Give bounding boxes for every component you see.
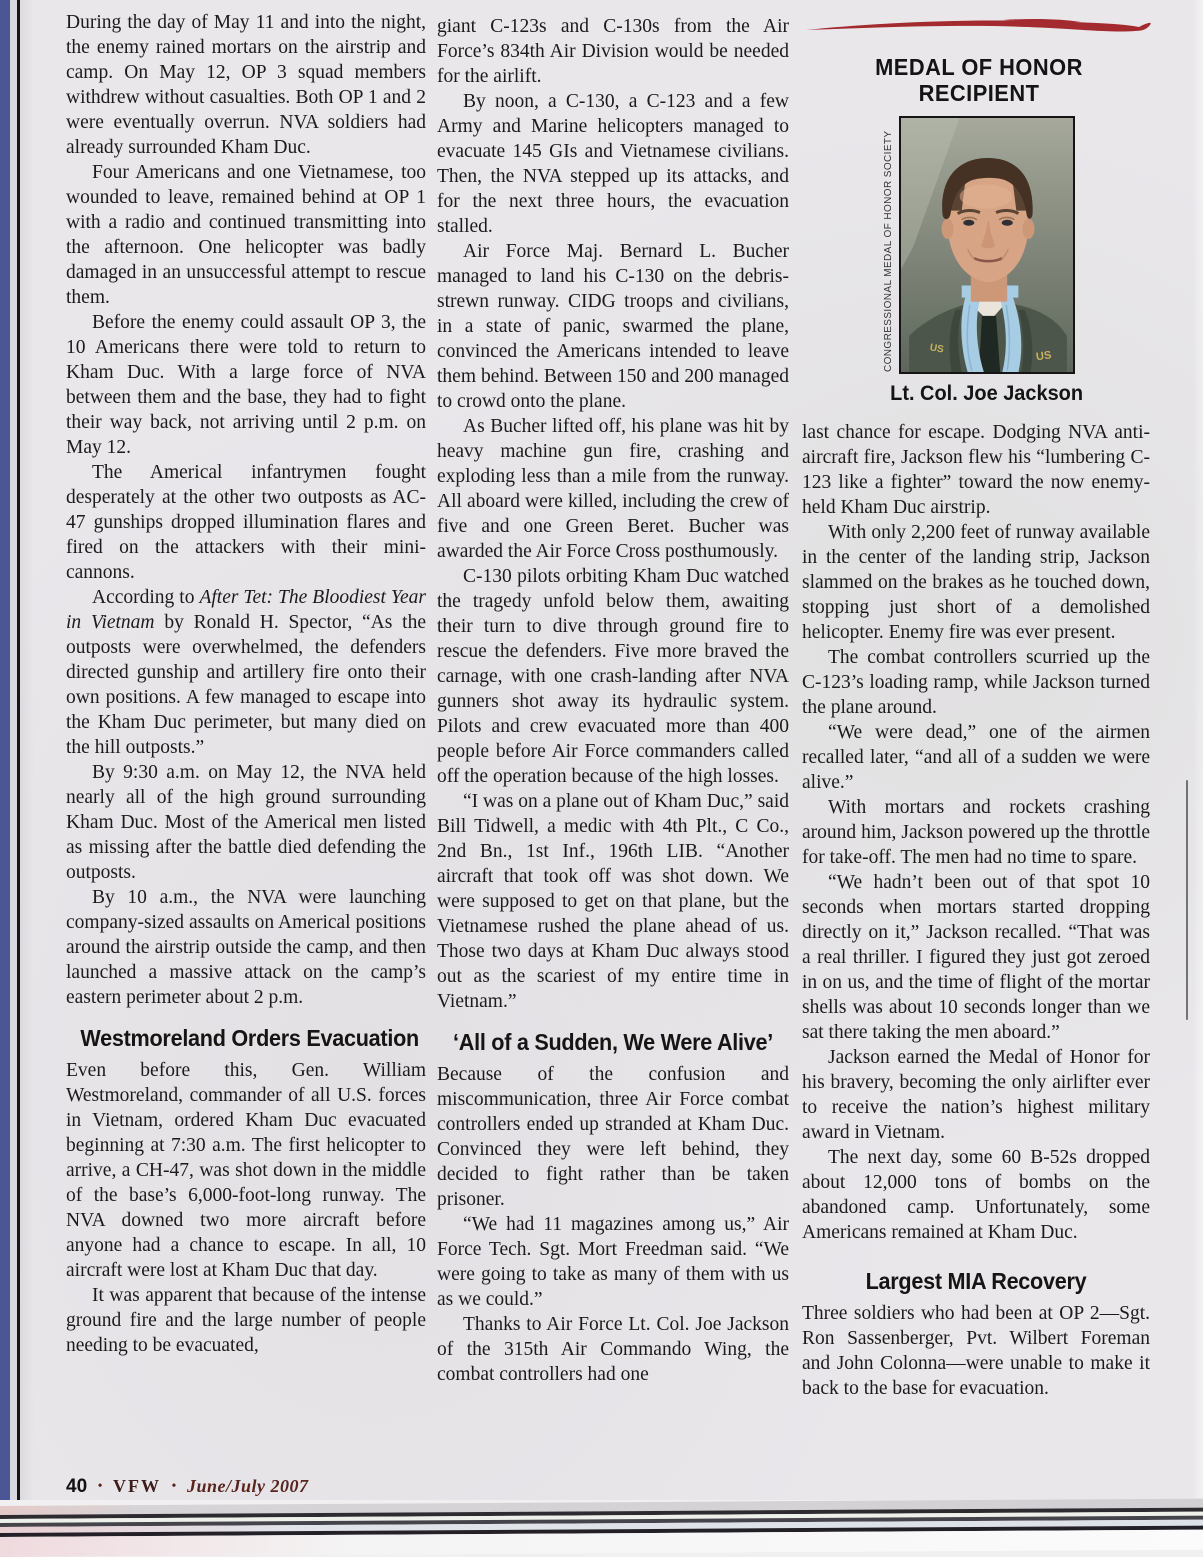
paragraph: The next day, some 60 B-52s dropped about 12,000 tons of bombs on the abandoned camp. Unfortunately, some Americans remained at Kham Duc. [802, 1147, 1150, 1243]
footer-separator: • [171, 1479, 177, 1494]
paragraph: During the day of May 11 and into the night, the enemy rained mortars on the airstrip and camp. On May 12, OP 3 squad members withdrew without casualties. Both OP 1 and 2 were eventually overrun. NVA soldiers had already surrounded Kham Duc. [66, 12, 426, 158]
paragraph: “I was on a plane out of Kham Duc,” said Bill Tidwell, a medic with 4th Plt., C Co., 2nd Bn., 1st Inf., 196th LIB. “Another aircraft that took off was shot down. We were supposed to get on that plane, but the Vietnamese rushed the plane ahead of us. Those two days at Kham Duc always stood out as the scariest of my entire time in Vietnam.” [437, 791, 789, 1012]
paragraph: Before the enemy could assault OP 3, the 10 Americans there were told to return to Kham Duc. With a large force of NVA between them and the base, they had to fight their way back, not arriving until 2 p.m. on May 12. [66, 312, 426, 458]
paragraph: By noon, a C-130, a C-123 and a few Army and Marine helicopters managed to evacuate 145 GIs and Vietnamese civilians. Then, the NVA stepped up its attacks, and for the next three hours, the evacuation stalled. [437, 91, 789, 237]
paragraph: C-130 pilots orbiting Kham Duc watched the tragedy unfold below them, awaiting their turn to dive through ground fire to rescue the defenders. Five more braved the carnage, with one crash-landing after NVA gunners shot away its hydraulic system. Pilots and crew evacuated more than 400 people before Air Force commanders called off the operation because of the high losses. [437, 566, 789, 787]
paragraph: By 10 a.m., the NVA were launching company-sized assaults on Americal positions around the airstrip outside the camp, and then launched a massive attack on the camp’s eastern perimeter about 2 p.m. [66, 887, 426, 1008]
paragraph: last chance for escape. Dodging NVA anti-aircraft fire, Jackson flew his “lumbering C-123 like a fighter” toward the now enemy-held Kham Duc airstrip. [802, 422, 1150, 518]
sidebar-heading-line2: RECIPIENT [918, 80, 1040, 106]
paragraph: “We had 11 magazines among us,” Air Force Tech. Sgt. Mort Freedman said. “We were going to take as many of them with us as we could.” [437, 1214, 789, 1310]
paragraph [66, 585, 426, 760]
section-heading-westmoreland: Westmoreland Orders Evacuation [80, 1025, 419, 1051]
paragraph: As Bucher lifted off, his plane was hit by heavy machine gun fire, crashing and exploding less than a mile from the runway. All aboard were killed, including the crew of five and one Green Beret. Bucher was awarded the Air Force Cross posthumously. [437, 416, 789, 562]
article-column-1 [66, 10, 426, 1358]
paragraph: With mortars and rockets crashing around him, Jackson powered up the throttle for take-off. The men had no time to spare. [802, 797, 1150, 868]
magazine-page [20, 0, 1203, 1512]
paragraph: Jackson earned the Medal of Honor for his bravery, becoming the only airlifter ever to receive the nation’s highest military award in Vietnam. [802, 1047, 1150, 1143]
paragraph: Four Americans and one Vietnamese, too wounded to leave, remained behind at OP 1 with a radio and continued transmitting into the afternoon. One helicopter was badly damaged in an unsuccessful attempt to rescue them. [66, 162, 426, 308]
page-stack-edges [0, 1500, 1203, 1557]
paragraph: “We were dead,” one of the airmen recalled later, “and all of a sudden we were alive.” [802, 722, 1150, 793]
paragraph: “We hadn’t been out of that spot 10 seconds when mortars started dropping directly on it,” Jackson recalled. “That was a real thriller. I figured they just got zeroed in on us, and the time of flight of the mortar shells was about 10 seconds longer than we sat there taking the men aboard.” [802, 872, 1150, 1043]
paragraph: The combat controllers scurried up the C-123’s loading ramp, while Jackson turned the plane around. [802, 647, 1150, 718]
paragraph: Because of the confusion and miscommunication, three Air Force combat controllers ended up stranded at Kham Duc. Convinced they were left behind, they decided to fight rather than be taken prisoner. [437, 1064, 789, 1210]
paragraph: Even before this, Gen. William Westmoreland, commander of all U.S. forces in Vietnam, ordered Kham Duc evacuated beginning at 7:30 a.m. The first helicopter to arrive, a CH-47, was shot down in the middle of the base’s 6,000-foot-long runway. The NVA downed two more aircraft before anyone had a chance to escape. In all, 10 aircraft were lost at Kham Duc that day. [66, 1060, 426, 1281]
paragraph: giant C-123s and C-130s from the Air Force’s 834th Air Division would be needed for the airlift. [437, 16, 789, 87]
section-heading-alive: ‘All of a Sudden, We Were Alive’ [453, 1029, 773, 1055]
red-brushstroke-icon [803, 14, 1155, 40]
paragraph-text: According to [92, 587, 200, 608]
medal-of-honor-sidebar [795, 8, 1163, 406]
footer-separator: • [97, 1479, 103, 1494]
article-column-2 [437, 14, 789, 1387]
paragraph-text: by Ronald H. Spector, “As the outposts were overwhelmed, the defenders directed gunship and artillery fire onto their own positions. A few managed to escape into the Kham Duc perimeter, but many died on the hill outposts.” [66, 612, 426, 758]
page-footer [66, 1476, 308, 1498]
portrait-photo [899, 116, 1075, 374]
issue-date: June/July 2007 [186, 1476, 309, 1496]
article-column-3 [802, 420, 1150, 1401]
svg-text:US: US [928, 342, 945, 356]
paragraph: Thanks to Air Force Lt. Col. Joe Jackson of the 315th Air Commando Wing, the combat controllers had one [437, 1314, 789, 1385]
photo-credit: CONGRESSIONAL MEDAL OF HONOR SOCIETY [883, 130, 894, 372]
page-crease [1186, 780, 1188, 1020]
sidebar-heading-line1: MEDAL OF HONOR [875, 54, 1083, 80]
section-heading-mia: Largest MIA Recovery [865, 1268, 1087, 1294]
sidebar-heading [804, 54, 1154, 106]
svg-text:US: US [1035, 349, 1053, 364]
paragraph: By 9:30 a.m. on May 12, the NVA held nearly all of the high ground surrounding Kham Duc. Most of the Americal men listed as missing after the battle died defending the outposts. [66, 762, 426, 883]
paragraph: It was apparent that because of the intense ground fire and the large number of people needing to be evacuated, [66, 1285, 426, 1356]
paragraph: Air Force Maj. Bernard L. Bucher managed to land his C-130 on the debris-strewn runway. CIDG troops and civilians, in a state of panic, swarmed the plane, convinced the Americans intended to leave them behind. Between 150 and 200 managed to crowd onto the plane. [437, 241, 789, 412]
book-title: After Tet: The Bloodiest Year in Vietnam [66, 587, 426, 633]
paragraph: With only 2,200 feet of runway available in the center of the landing strip, Jackson slammed on the brakes as he touched down, stopping just short of a demolished helicopter. Enemy fire was ever present. [802, 522, 1150, 643]
page-number: 40 [66, 1476, 88, 1497]
photo-caption: Lt. Col. Joe Jackson [890, 382, 1084, 405]
paragraph: Three soldiers who had been at OP 2—Sgt. Ron Sassenberger, Pvt. Wilbert Foreman and John Colonna—were unable to make it back to the base for evacuation. [802, 1303, 1150, 1399]
paragraph: The Americal infantrymen fought desperately at the other two outposts as AC-47 gunships dropped illumination flares and fired on the attackers with their mini-cannons. [66, 462, 426, 583]
magazine-name: VFW [113, 1476, 162, 1496]
